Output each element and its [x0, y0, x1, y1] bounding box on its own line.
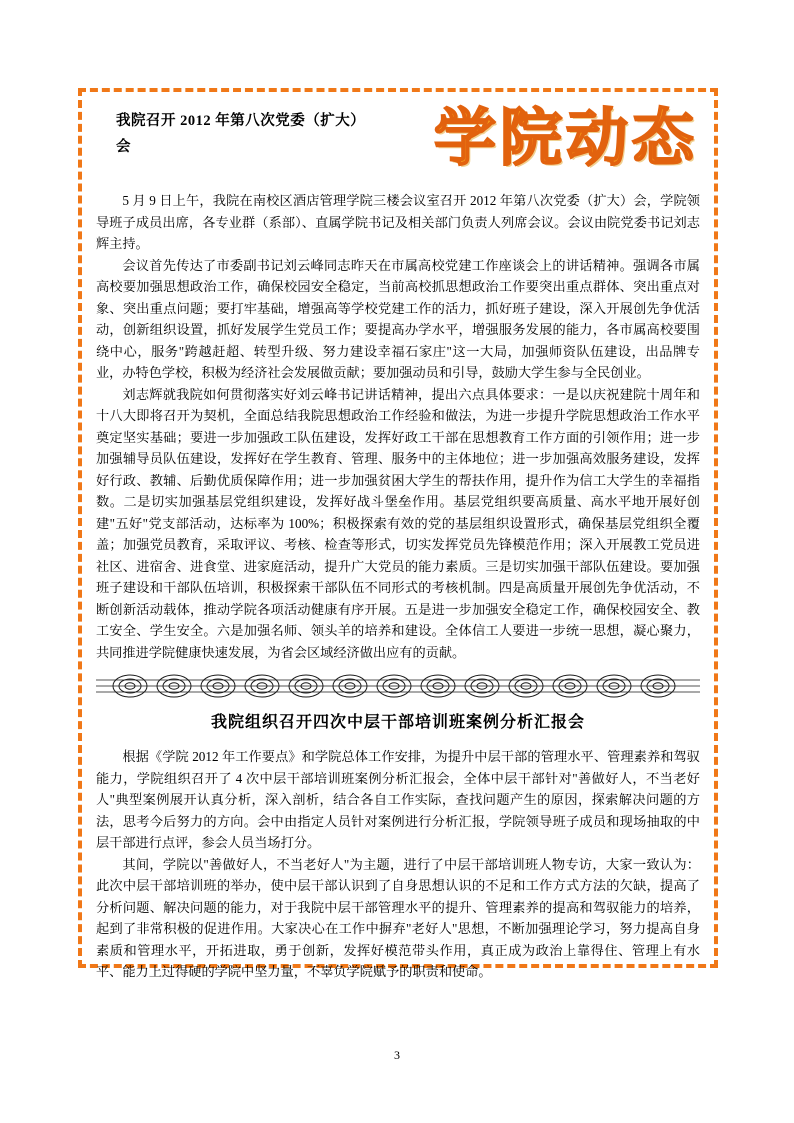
article-1-paragraph-3: 刘志辉就我院如何贯彻落实好刘云峰书记讲话精神，提出六点具体要求：一是以庆祝建院十周年和十八大即将召开为契机，全面总结我院思想政治工作经验和做法，为进一步提升学院思想政治工作水平奠定坚实基础；要进一步加强政工队伍建设，发挥好政工干部在思想教育工作方面的引领作用；进一步加强辅导员队伍建设，发挥好在学生教育、管理、服务中的主体地位；进一步加强高效服务建设，发挥好行政、教辅、后勤优质保障作用；进一步加强贫困大学生的帮扶作用，提升作为信工大学生的幸福指数。二是切实加强基层党组织建设，发挥好战斗堡垒作用。基层党组织要高质量、高水平地开展好创建"五好"党支部活动，达标率为 100%；积极探索有效的党的基层组织设置形式，确保基层党组织全覆盖；加强党员教育，采取评议、考核、检查等形式，切实发挥党员先锋模范作用；深入开展教工党员进社区、进宿舍、进食堂、进家庭活动，提升广大党员的能力素质。三是切实加强干部队伍建设。要加强班子建设和干部队伍培训，积极探索干部队伍不同形式的考核机制。四是高质量开展创先争优活动，不断创新活动载体，推动学院各项活动健康有序开展。五是进一步加强安全稳定工作，确保校园安全、教工安全、学生安全。六是加强名师、领头羊的培养和建设。全体信工人要进一步统一思想，凝心聚力，共同推进学院健康快速发展，为省会区域经济做出应有的贡献。	[96, 386, 700, 660]
page-number: 3	[394, 1048, 400, 1062]
article-1-paragraph-1: 5 月 9 日上午，我院在南校区酒店管理学院三楼会议室召开 2012 年第八次党委（扩大）会，学院领导班子成员出席，各专业群（系部）、直属学院书记及相关部门负责人列席会议。会议由院党委书记刘志辉主持。	[96, 193, 700, 251]
page-content	[96, 100, 700, 979]
article-2-paragraph-1: 根据《学院 2012 年工作要点》和学院总体工作安排，为提升中层干部的管理水平、管理素养和驾驭能力，学院组织召开了 4 次中层干部培训班案例分析汇报会，全体中层干部针对"善做好人，不当老好人"典型案例展开认真分析，深入剖析，结合各自工作实际，查找问题产生的原因，探索解决问题的方法，思考今后努力的方向。会中由指定人员针对案例进行分析汇报，学院领导班子成员和现场抽取的中层干部进行点评，参会人员当场打分。	[96, 749, 700, 850]
article-2-title: 我院组织召开四次中层干部培训班案例分析汇报会	[210, 714, 585, 731]
article-2-paragraph-2: 其间，学院以"善做好人，不当老好人"为主题，进行了中层干部培训班人物专访，大家一致认为：此次中层干部培训班的举办，使中层干部认识到了自身思想认识的不足和工作方式方法的欠缺，提高了分析问题、解决问题的能力，对于我院中层干部管理水平的提升、管理素养的提高和驾驭能力的培养，起到了非常积极的促进作用。大家决心在工作中摒弃"老好人"思想，不断加强理论学习，努力提高自身素质和管理水平，开拓进取，勇于创新，发挥好模范带头作用，真正成为政治上靠得住、管理上有水平、能力上过得硬的学院中坚力量，不辜负学院赋予的职责和使命。	[96, 856, 700, 979]
article-1-title: 我院召开 2012 年第八次党委（扩大）会	[116, 113, 366, 155]
article-1-paragraph-2: 会议首先传达了市委副书记刘云峰同志昨天在市属高校党建工作座谈会上的讲话精神。强调各市属高校要加强思想政治工作，确保校园安全稳定，当前高校抓思想政治工作要突出重点群体、突出重点对象、突出重点问题；要打牢基础，增强高等学校党建工作的活力，抓好班子建设，深入开展创先争优活动，创新组织设置，抓好发展学生党员工作；要提高办学水平，增强服务发展的能力，各市属高校要围绕中心，服务"跨越赶超、转型升级、努力建设幸福石家庄"这一大局，加强师资队伍建设，出品牌专业，办特色学校，积极为经济社会发展做贡献；要加强动员和引导，鼓励大学生参与全民创业。	[96, 257, 700, 380]
wave-swirl-divider-icon	[96, 669, 700, 703]
article-1-header	[96, 100, 700, 190]
section-banner-art: 学院动态	[433, 104, 698, 173]
